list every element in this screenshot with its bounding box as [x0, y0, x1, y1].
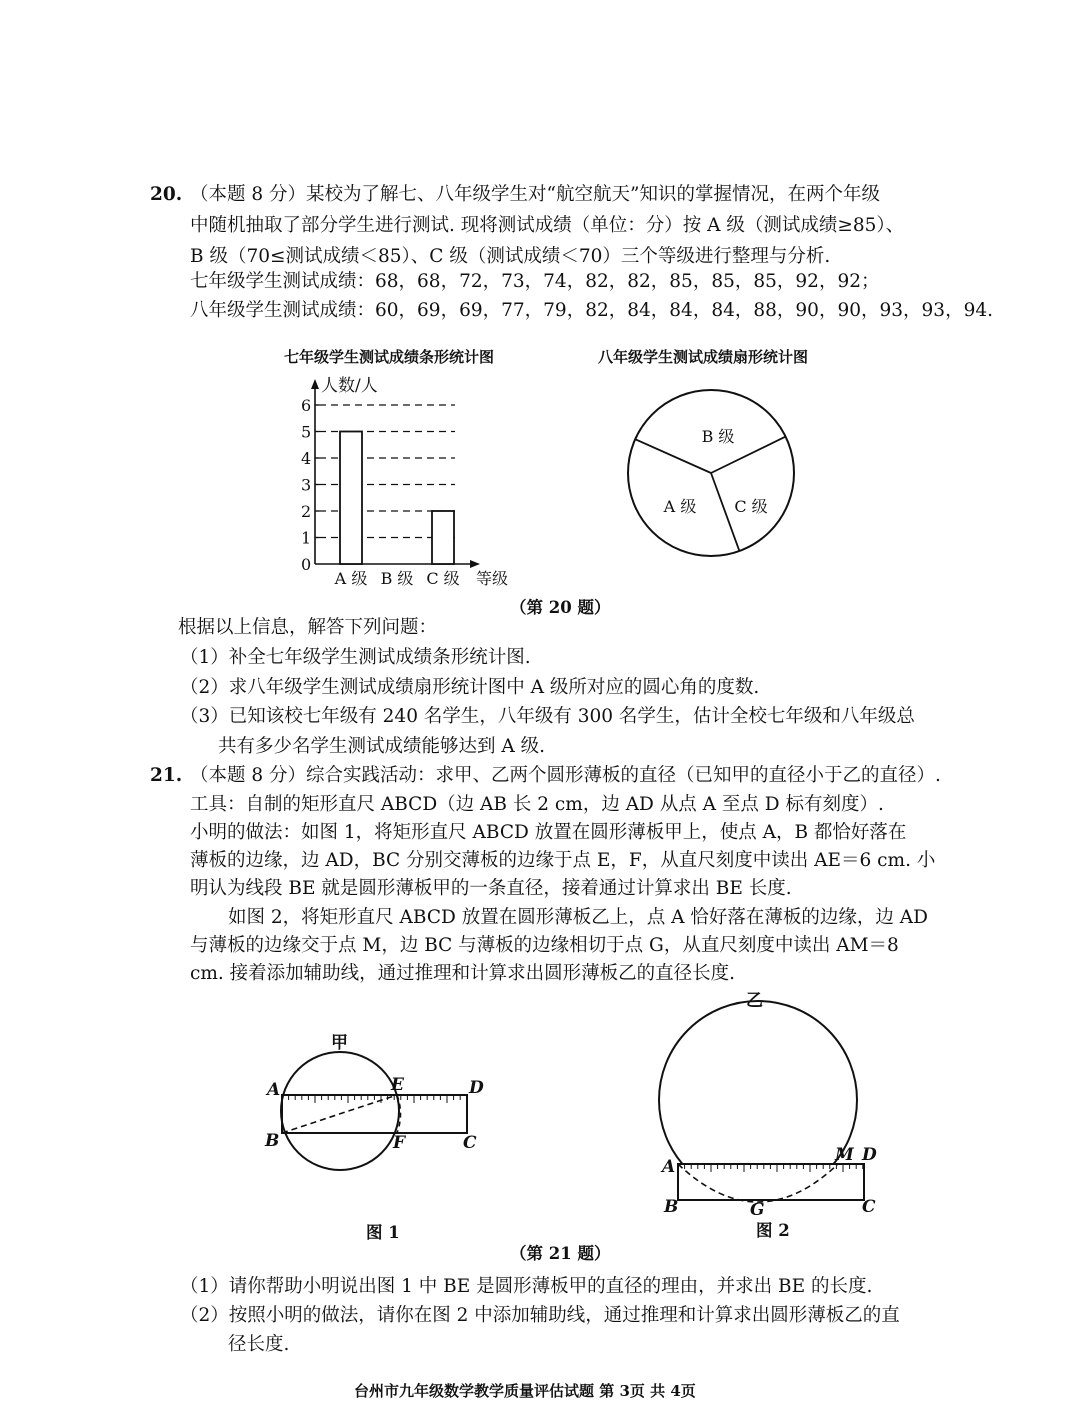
fig1-label-d: D	[469, 1078, 484, 1098]
figure-2	[655, 990, 895, 1220]
segment-be	[282, 1095, 397, 1133]
q20-line-5: 八年级学生测试成绩：60，69，69，77，79，82，84，84，84，88，90，90，93，93，94.	[190, 300, 993, 321]
q21-line-6: 如图 2，将矩形直尺 ABCD 放置在圆形薄板乙上，点 A 恰好落在薄板的边缘，边 AD	[228, 907, 928, 928]
bar-category-label: C 级	[426, 569, 460, 588]
pie-slice-label: C 级	[734, 497, 768, 516]
bar-y-tick-label: 0	[301, 555, 312, 574]
figure-1	[262, 1030, 502, 1210]
fig2-label-m: M	[835, 1145, 854, 1165]
bar-y-arrow	[311, 379, 319, 389]
bar-y-tick-label: 3	[301, 475, 312, 495]
q20-line-1: （本题 8 分）某校为了解七、八年级学生对“航空航天”知识的掌握情况，在两个年级	[190, 184, 880, 205]
pie-chart-title: 八年级学生测试成绩扇形统计图	[598, 348, 809, 366]
bar-x-arrow	[470, 560, 480, 568]
q20-caption: （第 20 题）	[510, 598, 611, 617]
fig1-label-a: A	[267, 1080, 281, 1100]
fig1-label-c: C	[463, 1133, 477, 1153]
page-footer: 台州市九年级数学教学质量评估试题 第 3页 共 4页	[354, 1382, 696, 1400]
bar-chart	[290, 360, 530, 590]
fig2-label-a: A	[662, 1157, 676, 1177]
ruler-1	[282, 1095, 467, 1133]
bar-y-tick-label: 6	[301, 396, 312, 415]
q20-number: 20.	[150, 184, 183, 205]
fig2-caption: 图 2	[756, 1221, 790, 1240]
q21-line-3: 小明的做法：如图 1，将矩形直尺 ABCD 放置在圆形薄板甲上，使点 A，B 都恰好落在	[190, 822, 907, 843]
fig1-title: 甲	[331, 1033, 348, 1053]
bar-chart-title: 七年级学生测试成绩条形统计图	[284, 348, 495, 366]
q20-question-1: （1）补全七年级学生测试成绩条形统计图.	[180, 647, 531, 668]
q20-question-3: （3）已知该校七年级有 240 名学生，八年级有 300 名学生，估计全校七年级和八年级总	[180, 706, 915, 727]
q21-line-7: 与薄板的边缘交于点 M，边 BC 与薄板的边缘相切于点 G，从直尺刻度中读出 AM＝8	[190, 935, 899, 956]
q21-question-1: （1）请你帮助小明说出图 1 中 BE 是圆形薄板甲的直径的理由，并求出 BE 的长度.	[180, 1276, 873, 1297]
fig2-title: 乙	[746, 991, 763, 1011]
q21-line-1: （本题 8 分）综合实践活动：求甲、乙两个圆形薄板的直径（已知甲的直径小于乙的直径）.	[190, 765, 941, 786]
pie-slice-label: B 级	[701, 427, 735, 446]
q21-line-2: 工具：自制的矩形直尺 ABCD（边 AB 长 2 cm，边 AD 从点 A 至点 D 标有刻度）.	[190, 794, 884, 815]
q20-lead: 根据以上信息，解答下列问题：	[178, 617, 438, 638]
bar-1	[340, 432, 362, 565]
fig2-label-c: C	[862, 1197, 876, 1217]
bar-y-tick-label: 1	[301, 528, 312, 548]
bar-y-tick-label: 5	[301, 422, 312, 442]
bar-3	[432, 511, 454, 564]
bar-category-label: A 级	[334, 569, 368, 588]
q21-caption: （第 21 题）	[510, 1244, 611, 1263]
q20-question-2: （2）求八年级学生测试成绩扇形统计图中 A 级所对应的圆心角的度数.	[180, 677, 760, 698]
bar-y-tick-label: 4	[301, 449, 312, 468]
pie-divider-1	[635, 439, 711, 473]
q21-line-4: 薄板的边缘，边 AD，BC 分别交薄板的边缘于点 E，F，从直尺刻度中读出 AE＝6 cm. 小	[190, 850, 936, 871]
ruler-2	[678, 1164, 864, 1200]
q21-line-5: 明认为线段 BE 就是圆形薄板甲的一条直径，接着通过计算求出 BE 长度.	[190, 878, 792, 899]
fig1-caption: 图 1	[366, 1223, 400, 1242]
pie-slice-label: A 级	[663, 497, 697, 516]
q20-line-4: 七年级学生测试成绩：68，68，72，73，74，82，82，85，85，85，92，92；	[190, 271, 880, 292]
fig2-label-d: D	[862, 1145, 877, 1165]
bar-category-label: B 级	[380, 569, 414, 588]
fig1-label-e: E	[391, 1075, 404, 1095]
fig1-label-b: B	[265, 1131, 280, 1151]
bar-y-tick-label: 2	[301, 502, 312, 521]
circle-jia	[281, 1052, 399, 1170]
fig1-label-f: F	[393, 1133, 406, 1153]
q21-question-2: （2）按照小明的做法，请你在图 2 中添加辅助线，通过推理和计算求出圆形薄板乙的直	[180, 1305, 900, 1326]
q20-question-3-cont: 共有多少名学生测试成绩能够达到 A 级.	[218, 736, 546, 757]
bar-y-label: 人数/人	[321, 376, 378, 396]
q21-line-8: cm. 接着添加辅助线，通过推理和计算求出圆形薄板乙的直径长度.	[190, 963, 736, 984]
q21-question-2-cont: 径长度.	[228, 1334, 290, 1355]
q20-line-2: 中随机抽取了部分学生进行测试. 现将测试成绩（单位：分）按 A 级（测试成绩≥85）、	[190, 215, 905, 236]
pie-chart	[620, 386, 800, 566]
q20-line-3: B 级（70≤测试成绩＜85）、C 级（测试成绩＜70）三个等级进行整理与分析.	[190, 246, 831, 267]
fig2-label-g: G	[750, 1200, 765, 1220]
bar-x-label: 等级	[476, 569, 509, 588]
fig2-label-b: B	[664, 1197, 679, 1217]
q21-number: 21.	[150, 765, 183, 786]
